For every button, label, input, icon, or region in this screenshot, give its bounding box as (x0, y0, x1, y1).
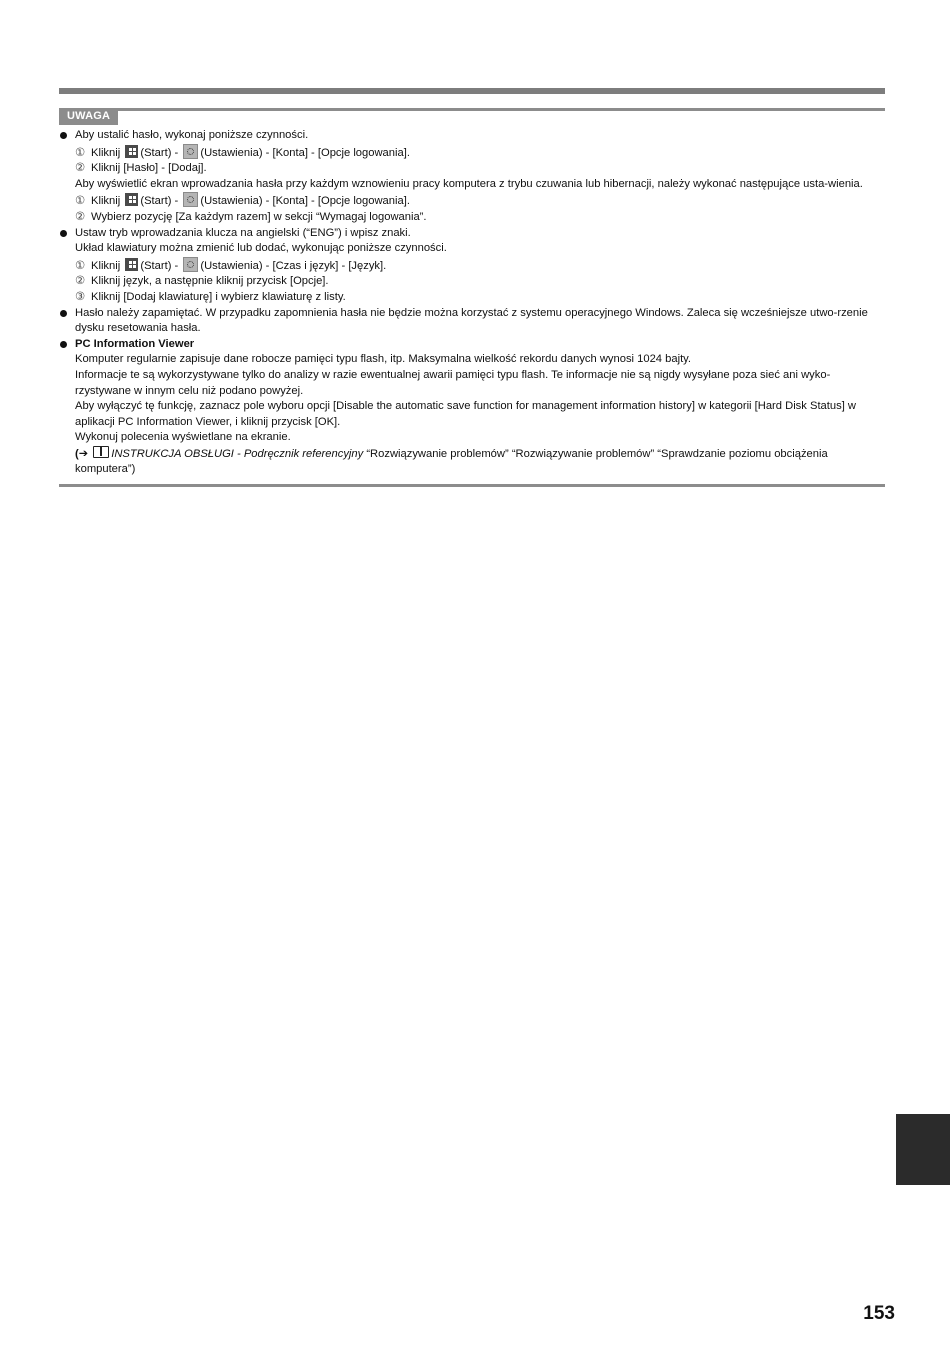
bullet-dot (60, 230, 67, 237)
step-text: (Start) - (140, 259, 179, 272)
reference-topics: “Rozwiązywanie problemów” “Rozwiązywanie problemów” “Sprawdzanie poziomu obciążenia komputera”) (75, 447, 828, 476)
step-number: ② (75, 162, 86, 175)
step-text: Kliknij [Hasło] - [Dodaj]. (91, 162, 207, 175)
step-text: (Start) - (140, 146, 179, 159)
right-arrow-icon: ➔ (78, 447, 89, 460)
step-number: ② (75, 275, 86, 288)
bottom-rule (59, 484, 885, 487)
text-line: Hasło należy zapamiętać. W przypadku zapomnienia hasła nie będzie można korzystać z systemu operacyjnego Windows. Zaleca się wcześniejsze utwo-rzenie dysku resetowania hasła. (75, 306, 868, 335)
step-line (75, 257, 885, 275)
manual-book-icon (93, 446, 109, 458)
windows-start-icon (125, 258, 138, 271)
settings-gear-icon (183, 192, 198, 207)
step-number: ① (75, 259, 86, 272)
step-line (75, 210, 885, 226)
bullet-remember-password (59, 306, 885, 337)
step-text: (Ustawienia) - [Konta] - [Opcje logowania]. (200, 195, 410, 208)
text-line: Wykonuj polecenia wyświetlane na ekranie. (75, 431, 291, 444)
bullet-dot (60, 132, 67, 139)
reference-open: ( (75, 447, 79, 460)
bullet-keyboard (59, 226, 885, 306)
step-number: ③ (75, 290, 86, 303)
section-heading: PC Information Viewer (75, 337, 195, 350)
step-number: ① (75, 195, 86, 208)
text-line: Aby wyłączyć tę funkcję, zaznacz pole wyboru opcji [Disable the automatic save function for management information history] w kategorii [Hard Disk Status] w aplikacji PC Information Viewer, i kliknij przycisk [OK]. (75, 400, 856, 428)
step-line (75, 161, 885, 177)
page-number: 153 (863, 1303, 895, 1324)
step-text: (Ustawienia) - [Czas i język] - [Język]. (200, 259, 387, 272)
step-text: Wybierz pozycję [Za każdym razem] w sekcji “Wymagaj logowania”. (91, 210, 427, 223)
step-text: Kliknij język, a następnie kliknij przycisk [Opcje]. (91, 275, 329, 288)
step-line (75, 144, 885, 162)
step-text: (Ustawienia) - [Konta] - [Opcje logowania]. (200, 146, 410, 159)
text-line: Aby wyświetlić ekran wprowadzania hasła przy każdym wznowieniu pracy komputera z trybu czuwania lub hibernacji, należy wykonać następujące usta-wienia. (75, 177, 863, 190)
top-rule (59, 88, 885, 94)
step-text: Kliknij [Dodaj klawiaturę] i wybierz klawiaturę z listy. (91, 290, 346, 303)
settings-gear-icon (183, 144, 198, 159)
step-text: Kliknij (91, 259, 121, 272)
bullet-pc-information-viewer (59, 337, 885, 478)
bullet-password (59, 128, 885, 226)
note-badge: UWAGA (59, 108, 118, 125)
text-line: Komputer regularnie zapisuje dane robocze pamięci typu flash, itp. Maksymalna wielkość rekordu danych wynosi 1024 bajty. (75, 353, 692, 366)
windows-start-icon (125, 145, 138, 158)
text-line: Układ klawiatury można zmienić lub dodać, wykonując poniższe czynności. (75, 242, 447, 255)
windows-start-icon (125, 193, 138, 206)
settings-gear-icon (183, 257, 198, 272)
reference-line (75, 446, 885, 478)
step-text: (Start) - (140, 195, 179, 208)
note-header-rule (118, 108, 885, 111)
text-line: Aby ustalić hasło, wykonaj poniższe czynności. (75, 129, 309, 141)
step-text: Kliknij (91, 195, 121, 208)
step-text: Kliknij (91, 146, 121, 159)
text-line: Informacje te są wykorzystywane tylko do analizy w razie ewentualnej awarii pamięci typu flash. Te informacje nie są nigdy wysyłane poza sieć ani wyko-rzystywane w innym celu niż podano powyżej. (75, 368, 831, 397)
step-line (75, 274, 885, 290)
bullet-dot (60, 341, 67, 348)
bullet-dot (60, 310, 67, 317)
reference-manual-title: INSTRUKCJA OBSŁUGI - Podręcznik referencyjny (111, 447, 364, 460)
text-line: Ustaw tryb wprowadzania klucza na angielski (“ENG”) i wpisz znaki. (75, 226, 411, 239)
note-content (59, 128, 885, 478)
step-line (75, 192, 885, 210)
step-number: ② (75, 210, 86, 223)
step-line (75, 290, 885, 306)
chapter-tab (896, 1114, 950, 1185)
step-number: ① (75, 146, 86, 159)
